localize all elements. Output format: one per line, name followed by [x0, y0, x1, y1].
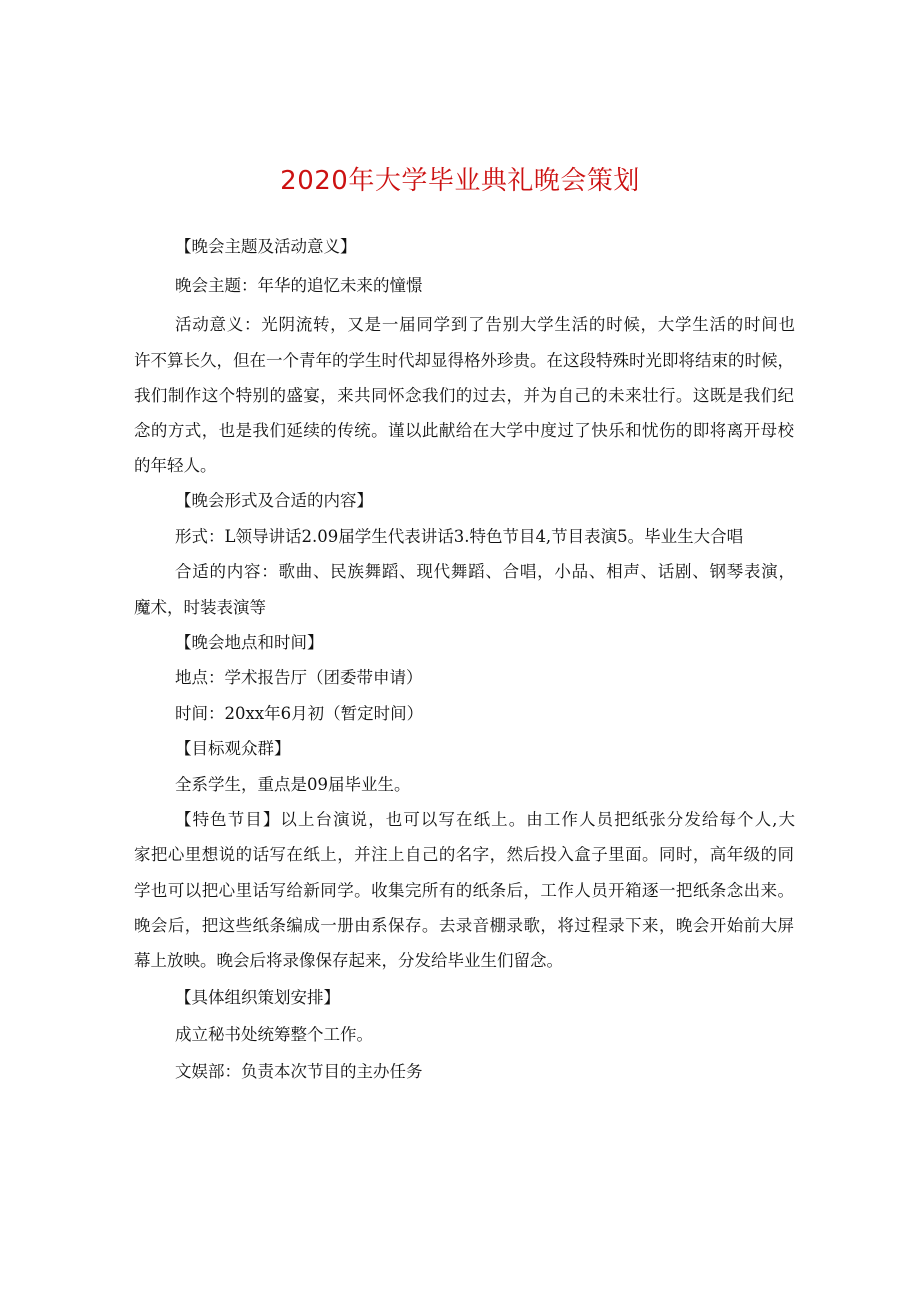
paragraph-line: 学也可以把心里话写给新同学。收集完所有的纸条后，工作人员开箱逐一把纸条念出来。 [134, 881, 794, 900]
paragraph-line: 合适的内容：歌曲、民族舞蹈、现代舞蹈、合唱，小品、相声、话剧、钢琴表演， [175, 562, 795, 581]
paragraph-line: 魔术，时装表演等 [134, 598, 266, 617]
paragraph-line: 活动意义：光阴流转，又是一届同学到了告别大学生活的时候，大学生活的时间也 [175, 315, 795, 334]
paragraph-line: 晚会后，把这些纸条编成一册由系保存。去录音棚录歌，将过程录下来，晚会开始前大屏 [134, 916, 794, 935]
paragraph-line: 成立秘书处统筹整个工作。 [175, 1025, 373, 1044]
paragraph-line: 幕上放映。晚会后将录像保存起来，分发给毕业生们留念。 [134, 951, 563, 970]
section-heading-audience: 【目标观众群】 [175, 739, 291, 758]
paragraph-line: 文娱部：负责本次节目的主办任务 [175, 1062, 423, 1081]
paragraph-line: 时间：20xx年6月初（暂定时间） [175, 704, 424, 723]
paragraph-line: 许不算长久，但在一个青年的学生时代却显得格外珍贵。在这段特殊时光即将结束的时候， [134, 351, 794, 370]
paragraph-line: 全系学生，重点是09届毕业生。 [175, 775, 411, 794]
paragraph-line: 念的方式，也是我们延续的传统。谨以此献给在大学中度过了快乐和忧伤的即将离开母校 [134, 421, 794, 440]
paragraph-line: 形式：L领导讲话2.09届学生代表讲话3.特色节目4,节目表演5。毕业生大合唱 [175, 527, 744, 546]
section-heading-venue: 【晚会地点和时间】 [175, 633, 324, 652]
section-heading-format: 【晚会形式及合适的内容】 [175, 491, 373, 510]
paragraph-line: 家把心里想说的话写在纸上，并注上自己的名字，然后投入盒子里面。同时，高年级的同 [134, 845, 794, 864]
paragraph-line-feature: 【特色节目】以上台演说，也可以写在纸上。由工作人员把纸张分发给每个人,大 [175, 810, 795, 829]
section-heading-organization: 【具体组织策划安排】 [175, 988, 340, 1007]
paragraph-line: 晚会主题：年华的追忆未来的憧憬 [175, 276, 423, 295]
paragraph-line: 地点：学术报告厅（团委带申请） [175, 668, 423, 687]
section-heading-theme: 【晚会主题及活动意义】 [175, 237, 357, 256]
paragraph-line: 的年轻人。 [134, 456, 217, 475]
paragraph-line: 我们制作这个特别的盛宴，来共同怀念我们的过去，并为自己的未来壮行。这既是我们纪 [134, 386, 794, 405]
document-title: 2020年大学毕业典礼晚会策划 [280, 166, 640, 196]
